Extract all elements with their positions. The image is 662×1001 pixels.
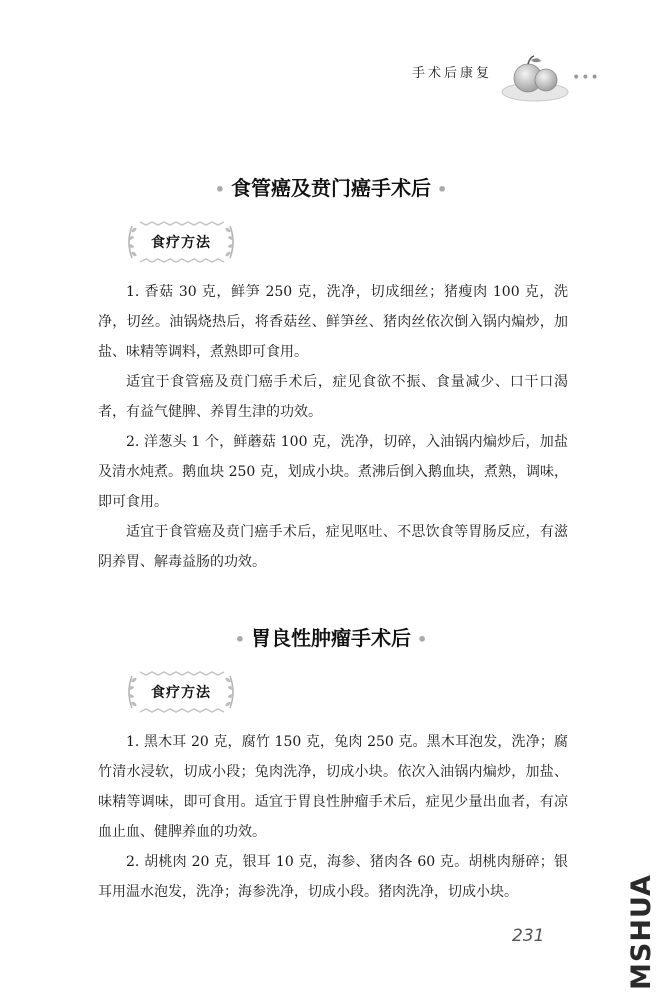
apple-icon bbox=[500, 50, 570, 102]
method-badge-2 bbox=[126, 668, 236, 716]
section-title-text: 食管癌及贲门癌手术后 bbox=[231, 176, 431, 200]
bullet-dot-icon: • bbox=[234, 630, 245, 649]
paragraph: 适宜于食管癌及贲门癌手术后，症见呕吐、不思饮食等胃肠反应，有滋阴养胃、解毒益肠的功效。 bbox=[98, 524, 568, 570]
paragraph: 1. 香菇 30 克，鲜笋 250 克，洗净，切成细丝；猪瘦肉 100 克，洗净，切丝。油锅烧热后，将香菇丝、鲜笋丝、猪肉丝依次倒入锅内煸炒，加盐、味精等调料，煮熟即可食用。 bbox=[98, 284, 568, 360]
watermark-text: MSHUA bbox=[626, 874, 657, 990]
page-number: 231 bbox=[512, 926, 545, 946]
method-badge-label: 食疗方法 bbox=[151, 235, 211, 251]
header-dots: ••• bbox=[572, 70, 600, 86]
section-title-2 bbox=[0, 622, 662, 651]
running-header-title: 手术后康复 bbox=[411, 66, 492, 81]
paragraph: 适宜于食管癌及贲门癌手术后，症见食欲不振、食量减少、口干口渴者，有益气健脾、养胃生津的功效。 bbox=[98, 374, 568, 420]
bullet-dot-icon: • bbox=[214, 180, 225, 199]
watermark bbox=[618, 862, 662, 992]
paragraph: 2. 洋葱头 1 个，鲜蘑菇 100 克，洗净，切碎，入油锅内煸炒后，加盐及清水炖煮。鹅血块 250 克，划成小块。煮沸后倒入鹅血块，煮熟，调味，即可食用。 bbox=[98, 434, 568, 510]
paragraph: 1. 黑木耳 20 克，腐竹 150 克，兔肉 250 克。黑木耳泡发，洗净；腐竹清水浸软，切成小段；兔肉洗净，切成小块。依次入油锅内煸炒，加盐、味精等调味，即可食用。适宜于胃良性肿瘤手术后，症见少量出血者，有凉血止血、健脾养血的功效。 bbox=[98, 734, 568, 840]
bullet-dot-icon: • bbox=[437, 180, 448, 199]
method-badge-label: 食疗方法 bbox=[151, 685, 211, 701]
method-badge-1 bbox=[126, 218, 236, 266]
section-title-text: 胃良性肿瘤手术后 bbox=[251, 626, 411, 650]
section-title-1 bbox=[0, 172, 662, 201]
bullet-dot-icon: • bbox=[417, 630, 428, 649]
running-header bbox=[0, 50, 662, 110]
paragraph: 2. 胡桃肉 20 克，银耳 10 克，海参、猪肉各 60 克。胡桃肉掰碎；银耳用温水泡发，洗净；海参洗净，切成小段。猪肉洗净，切成小块。 bbox=[98, 854, 568, 900]
